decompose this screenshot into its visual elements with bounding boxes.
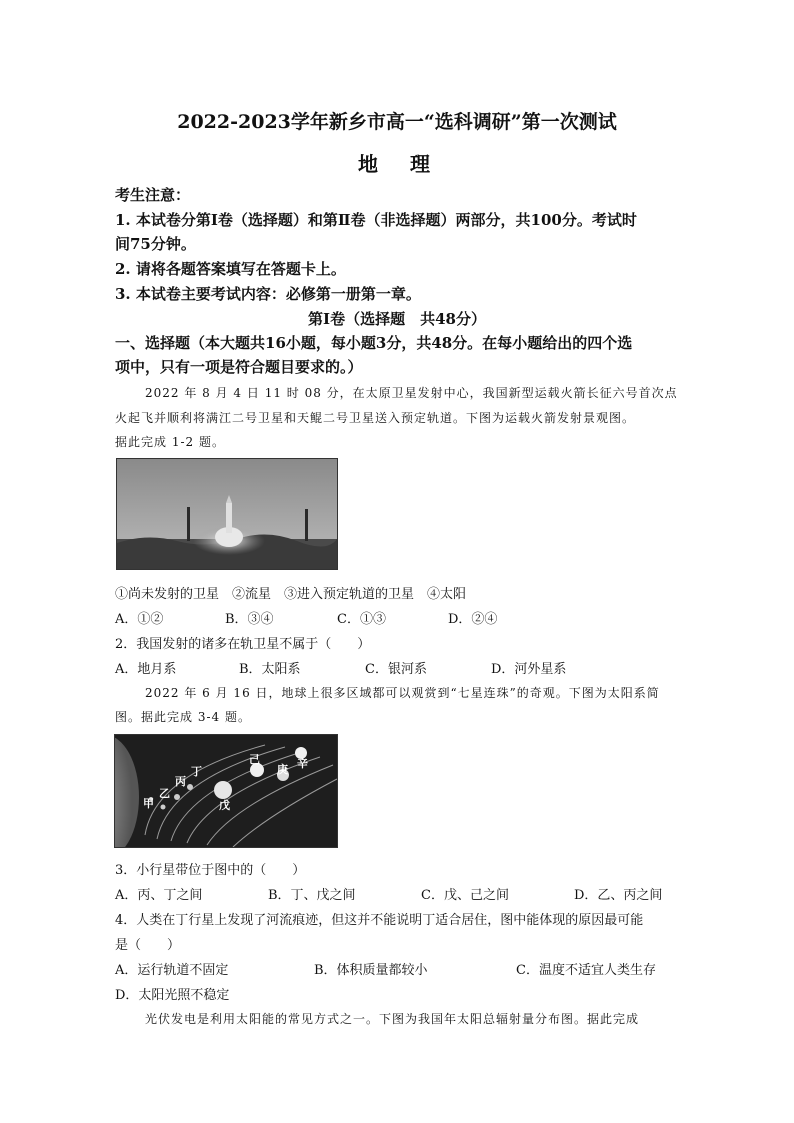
q1-option-a[interactable]: A．①② bbox=[115, 612, 164, 627]
q1-choices: ①尚未发射的卫星 ②流星 ③进入预定轨道的卫星 ④太阳 bbox=[115, 587, 467, 602]
q3-option-b[interactable]: B．丁、戊之间 bbox=[268, 888, 356, 903]
section-instructions-line1: 一、选择题（本大题共16小题，每小题3分，共48分。在每小题给出的四个选 bbox=[115, 334, 633, 352]
q1-option-d[interactable]: D．②④ bbox=[448, 612, 498, 627]
notice-item-1-line1: 1. 本试卷分第Ⅰ卷（选择题）和第Ⅱ卷（非选择题）两部分，共100分。考试时 bbox=[115, 211, 637, 229]
q4-stem-line2: 是（ ） bbox=[115, 938, 181, 953]
q3-stem: 3．小行星带位于图中的（ ） bbox=[115, 863, 306, 878]
passage3-line1: 光伏发电是利用太阳能的常见方式之一。下图为我国年太阳总辐射量分布图。据此完成 bbox=[145, 1012, 640, 1026]
q2-stem: 2．我国发射的诸多在轨卫星不属于（ ） bbox=[115, 637, 371, 652]
q1-option-c[interactable]: C．①③ bbox=[337, 612, 386, 627]
q4-option-c[interactable]: C．温度不适宜人类生存 bbox=[516, 963, 656, 978]
rocket-launch-image bbox=[116, 458, 338, 570]
passage2-line1: 2022 年 6 月 16 日，地球上很多区域都可以观赏到“七星连珠”的奇观。下图为太阳系简 bbox=[145, 686, 660, 700]
q2-option-b[interactable]: B．太阳系 bbox=[239, 662, 301, 677]
planet-label-wu: 戊 bbox=[219, 799, 230, 812]
passage1-line1: 2022 年 8 月 4 日 11 时 08 分，在太原卫星发射中心，我国新型运载火箭长征六号首次点 bbox=[145, 386, 678, 400]
q1-option-b[interactable]: B．③④ bbox=[225, 612, 274, 627]
notice-item-1-line2: 间75分钟。 bbox=[115, 235, 196, 253]
passage2-line2: 图。据此完成 3-4 题。 bbox=[115, 710, 251, 724]
q3-option-c[interactable]: C．戊、己之间 bbox=[421, 888, 509, 903]
solar-system-image bbox=[114, 734, 338, 848]
planet-label-yi: 乙 bbox=[159, 787, 170, 800]
q4-option-a[interactable]: A．运行轨道不固定 bbox=[115, 963, 229, 978]
q3-option-a[interactable]: A．丙、丁之间 bbox=[115, 888, 203, 903]
q2-option-d[interactable]: D．河外星系 bbox=[491, 662, 567, 677]
planet-label-jia: 甲 bbox=[143, 797, 154, 810]
q4-option-b[interactable]: B．体积质量都较小 bbox=[314, 963, 428, 978]
planet-label-xin: 辛 bbox=[297, 757, 308, 770]
notice-heading: 考生注意： bbox=[115, 186, 191, 204]
notice-item-3: 3. 本试卷主要考试内容：必修第一册第一章。 bbox=[115, 285, 421, 303]
section-heading: 第Ⅰ卷（选择题 共48分） bbox=[308, 310, 486, 328]
passage1-line3: 据此完成 1-2 题。 bbox=[115, 435, 225, 449]
planet-label-geng: 庚 bbox=[277, 763, 288, 776]
passage1-line2: 火起飞并顺利将满江二号卫星和天鲲二号卫星送入预定轨道。下图为运载火箭发射景观图。 bbox=[115, 411, 636, 425]
subject-title: 地 理 bbox=[358, 152, 436, 176]
section-instructions-line2: 项中，只有一项是符合题目要求的。） bbox=[115, 358, 363, 376]
q2-option-c[interactable]: C．银河系 bbox=[365, 662, 427, 677]
notice-item-2: 2. 请将各题答案填写在答题卡上。 bbox=[115, 260, 346, 278]
q4-option-d[interactable]: D．太阳光照不稳定 bbox=[115, 988, 230, 1003]
q3-option-d[interactable]: D．乙、丙之间 bbox=[574, 888, 663, 903]
planet-label-ding: 丁 bbox=[191, 765, 202, 778]
q2-option-a[interactable]: A．地月系 bbox=[115, 662, 177, 677]
q4-stem-line1: 4．人类在丁行星上发现了河流痕迹，但这并不能说明丁适合居住，图中能体现的原因最可能 bbox=[115, 913, 644, 928]
exam-title: 2022-2023学年新乡市高一“选科调研”第一次测试 bbox=[177, 111, 617, 133]
planet-label-bing: 丙 bbox=[175, 775, 186, 788]
planet-label-ji: 己 bbox=[249, 753, 260, 766]
